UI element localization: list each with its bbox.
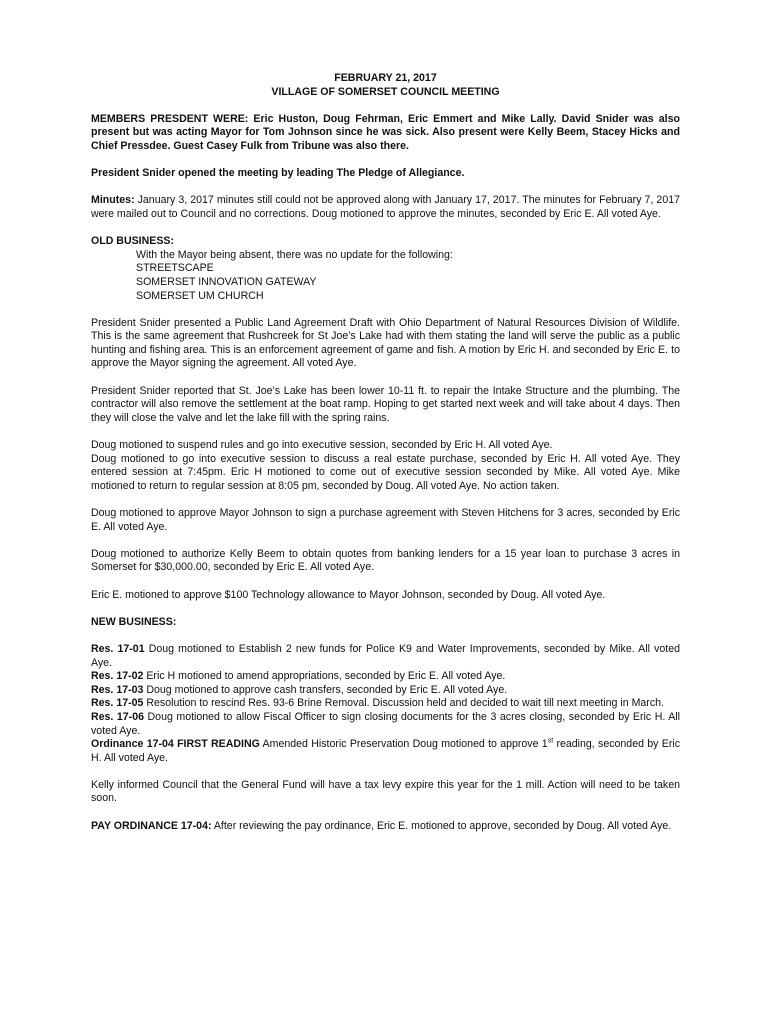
executive-session-paragraph: Doug motioned to go into executive session to discuss a real estate purchase, seconded by Eric H. All voted Aye. They entered session at 7:45pm. Eric H motioned to come out of executive session seconded by Mike. All voted Aye. Mike motioned to return to regular session at 8:05 pm, seconded by Doug. All voted Aye. No action taken.	[91, 452, 680, 492]
pay-ordinance-paragraph	[91, 820, 680, 834]
loan-quotes-paragraph: Doug motioned to authorize Kelly Beem to obtain quotes from banking lenders for a 15 year loan to purchase 3 acres in Somerset for $30,000.00, seconded by Eric E. All voted Aye.	[91, 547, 680, 574]
pledge-paragraph: President Snider opened the meeting by leading The Pledge of Allegiance.	[91, 167, 465, 180]
minutes-label: Minutes:	[91, 194, 135, 207]
ordinance-text-continued: reading, seconded by Eric H. All voted Aye.	[91, 738, 681, 764]
meeting-date: FEBRUARY 21, 2017	[334, 72, 437, 84]
tax-levy-paragraph: Kelly informed Council that the General Fund will have a tax levy expire this year for the 1 mill. Action will need to be taken soon.	[91, 778, 680, 805]
technology-allowance-paragraph: Eric E. motioned to approve $100 Technology allowance to Mayor Johnson, seconded by Doug. All voted Aye.	[91, 588, 606, 601]
resolution-label: Res. 17-05	[91, 697, 144, 710]
resolution-item	[91, 643, 680, 670]
resolution-text: Doug motioned to allow Fiscal Officer to sign closing documents for the 3 acres closing, seconded by Eric H. All voted Aye.	[91, 710, 680, 737]
ordinance-label: Ordinance 17-04 FIRST READING	[91, 738, 260, 751]
old-business-intro: With the Mayor being absent, there was no update for the following:	[136, 248, 453, 261]
pay-ordinance-text: After reviewing the pay ordinance, Eric E. motioned to approve, seconded by Doug. All voted Aye.	[211, 819, 672, 832]
resolution-text: Eric H motioned to amend appropriations, seconded by Eric E. All voted Aye.	[143, 670, 506, 683]
old-business-section	[91, 235, 680, 303]
new-business-heading: NEW BUSINESS:	[91, 615, 177, 628]
resolutions-list	[91, 643, 680, 765]
ordinance-text: Amended Historic Preservation Doug motioned to approve 1	[259, 738, 548, 751]
land-agreement-paragraph: President Snider presented a Public Land Agreement Draft with Ohio Department of Natural Resources Division of Wildlife. This is the same agreement that Rushcreek for St Joe’s Lake had with them stating the land will serve the public as a public hunting and fishing area. This is an enforcement agreement of game and fish. A motion by Eric H. and seconded by Eric E. to approve the Mayor signing the agreement. All voted Aye.	[91, 316, 680, 370]
minutes-text: January 3, 2017 minutes still could not be approved along with January 17, 2017. The minutes for February 7, 2017 were mailed out to Council and no corrections. Doug motioned to approve the minutes, seconded by Eric E. All voted Aye.	[91, 194, 680, 220]
resolution-item	[91, 670, 680, 684]
resolution-label: Res. 17-06	[91, 710, 144, 723]
resolution-item	[91, 684, 680, 698]
resolution-text: Doug motioned to Establish 2 new funds for Police K9 and Water Improvements, seconded by Mike. All voted Aye.	[91, 642, 680, 669]
resolution-label: Res. 17-03	[91, 683, 144, 696]
resolution-label: Res. 17-02	[91, 670, 144, 683]
resolution-text: Doug motioned to approve cash transfers, seconded by Eric E. All voted Aye.	[143, 683, 508, 696]
old-business-item: SOMERSET INNOVATION GATEWAY	[136, 275, 317, 288]
ordinance-superscript: st	[547, 737, 554, 745]
document-page	[91, 72, 680, 847]
pay-ordinance-label: PAY ORDINANCE 17-04:	[91, 819, 212, 832]
purchase-agreement-paragraph: Doug motioned to approve Mayor Johnson to sign a purchase agreement with Steven Hitchens for 3 acres, seconded by Eric E. All voted Aye.	[91, 507, 680, 533]
old-business-item: SOMERSET UM CHURCH	[136, 289, 264, 302]
minutes-paragraph	[91, 194, 680, 221]
members-present: MEMBERS PRESDENT WERE: Eric Huston, Doug Fehrman, Eric Emmert and Mike Lally. David Snider was also present but was acting Mayor for Tom Johnson since he was sick. Also present were Kelly Beem, Stacey Hicks and Chief Pressdee. Guest Casey Fulk from Tribune was also there.	[91, 112, 680, 152]
old-business-item: STREETSCAPE	[136, 262, 214, 275]
suspend-rules-paragraph: Doug motioned to suspend rules and go into executive session, seconded by Eric H. All voted Aye.	[91, 439, 553, 452]
meeting-title: VILLAGE OF SOMERSET COUNCIL MEETING	[271, 85, 500, 98]
resolution-text: Resolution to rescind Res. 93-6 Brine Removal. Discussion held and decided to wait till next meeting in March.	[143, 697, 664, 710]
resolution-item	[91, 711, 680, 738]
ordinance-item	[91, 738, 680, 765]
resolution-item	[91, 697, 680, 711]
lake-report-paragraph: President Snider reported that St. Joe’s Lake has been lower 10-11 ft. to repair the Intake Structure and the plumbing. The contractor will also remove the settlement at the boat ramp. Hoping to get started next week and will take about 4 days. Then they will close the valve and let the lake fill with the spring rains.	[91, 384, 680, 424]
old-business-heading: OLD BUSINESS:	[91, 235, 174, 248]
resolution-label: Res. 17-01	[91, 642, 145, 655]
